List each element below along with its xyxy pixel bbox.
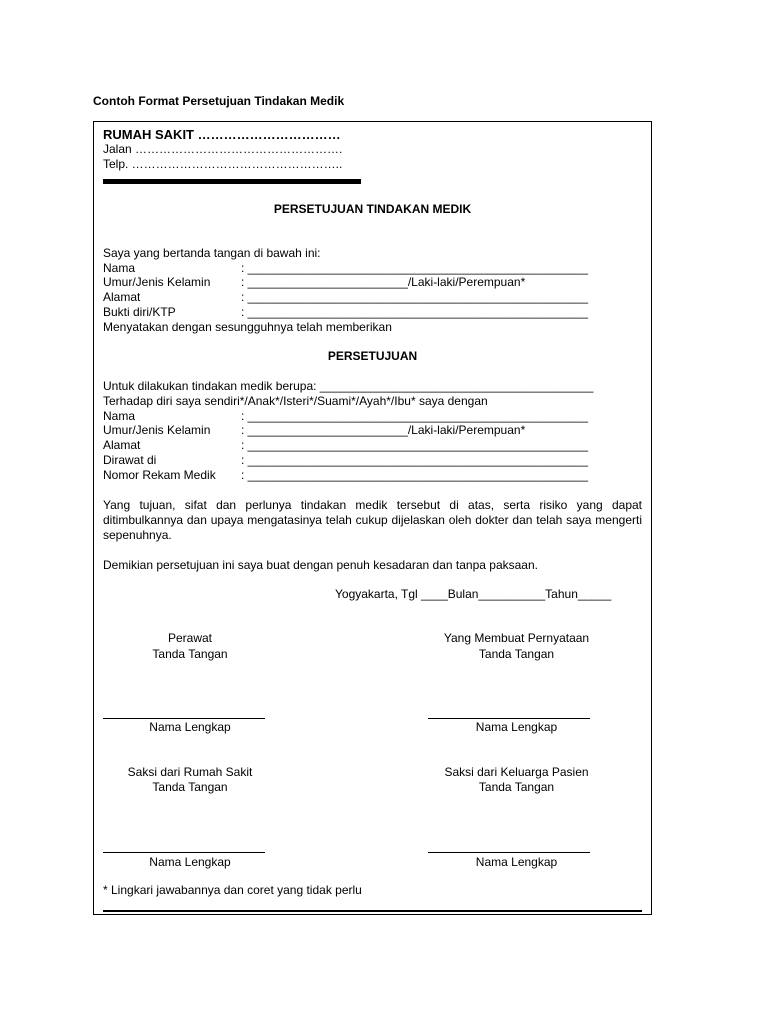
form-title: PERSETUJUAN TINDAKAN MEDIK [273,202,472,216]
hospital-street: Jalan ……………………………………………. [103,142,343,156]
place-date-line[interactable]: Yogyakarta, Tgl ____Bulan__________Tahun_____ [335,587,612,601]
declarant-field-value[interactable]: : ________________________/Laki-laki/Perempuan* [241,275,526,289]
declarant-intro: Saya yang bertanda tangan di bawah ini: [103,246,321,260]
patient-field-value[interactable]: : ___________________________________________________ [241,409,589,423]
signature-line[interactable] [103,718,265,719]
footnote: * Lingkari jawabannya dan coret yang tidak perlu [103,883,362,897]
procedure-relation: Terhadap diri saya sendiri*/Anak*/Isteri*/Suami*/Ayah*/Ibu* saya dengan [103,394,488,408]
procedure-intro[interactable]: Untuk dilakukan tindakan medik berupa: _________________________________________ [103,379,594,393]
signature-name-label: Nama Lengkap [475,720,558,734]
hospital-name: RUMAH SAKIT …………………………… [103,127,341,142]
signature-sign-label: Tanda Tangan [152,780,228,794]
signature-role: Saksi dari Rumah Sakit [127,765,253,779]
declarant-field-label: Nama [103,261,136,275]
signature-line[interactable] [428,718,590,719]
declarant-field-value[interactable]: : ___________________________________________________ [241,305,589,319]
declarant-field-label: Bukti diri/KTP [103,305,176,319]
signature-sign-label: Tanda Tangan [478,647,555,661]
declarant-field-value[interactable]: : ___________________________________________________ [241,261,589,275]
hospital-phone: Telp. …………………………………………….. [103,157,343,171]
explanation-paragraph: Yang tujuan, sifat dan perlunya tindakan medik tersebut di atas, serta risiko yang dapat ditimbulkannya dan upaya mengatasinya telah cukup dijelaskan oleh dokter dan telah saya mengerti sepenuhnya. [103,498,642,542]
header-divider [103,179,361,184]
signature-name-label: Nama Lengkap [149,720,231,734]
patient-field-label: Nomor Rekam Medik [103,468,216,482]
closing-statement: Demikian persetujuan ini saya buat dengan penuh kesadaran dan tanpa paksaan. [103,558,538,572]
signature-role: Saksi dari Keluarga Pasien [444,765,589,779]
document-caption: Contoh Format Persetujuan Tindakan Medik [93,94,345,108]
declarant-statement: Menyatakan dengan sesungguhnya telah memberikan [103,320,392,334]
declarant-field-label: Alamat [103,290,141,304]
patient-field-value[interactable]: : ________________________/Laki-laki/Perempuan* [241,423,526,437]
signature-line[interactable] [428,852,590,853]
consent-heading: PERSETUJUAN [327,349,418,363]
signature-name-label: Nama Lengkap [475,855,558,869]
signature-role: Perawat [167,631,213,645]
footer-rule [103,910,642,912]
signature-sign-label: Tanda Tangan [152,647,228,661]
patient-field-label: Umur/Jenis Kelamin [103,423,211,437]
patient-field-label: Dirawat di [103,453,157,467]
patient-field-value[interactable]: : ___________________________________________________ [241,468,589,482]
patient-field-label: Nama [103,409,136,423]
signature-name-label: Nama Lengkap [149,855,231,869]
declarant-field-label: Umur/Jenis Kelamin [103,275,211,289]
patient-field-value[interactable]: : ___________________________________________________ [241,453,589,467]
patient-field-value[interactable]: : ___________________________________________________ [241,438,589,452]
signature-line[interactable] [103,852,265,853]
signature-sign-label: Tanda Tangan [478,780,555,794]
signature-role: Yang Membuat Pernyataan [443,631,590,645]
declarant-field-value[interactable]: : ___________________________________________________ [241,290,589,304]
patient-field-label: Alamat [103,438,141,452]
